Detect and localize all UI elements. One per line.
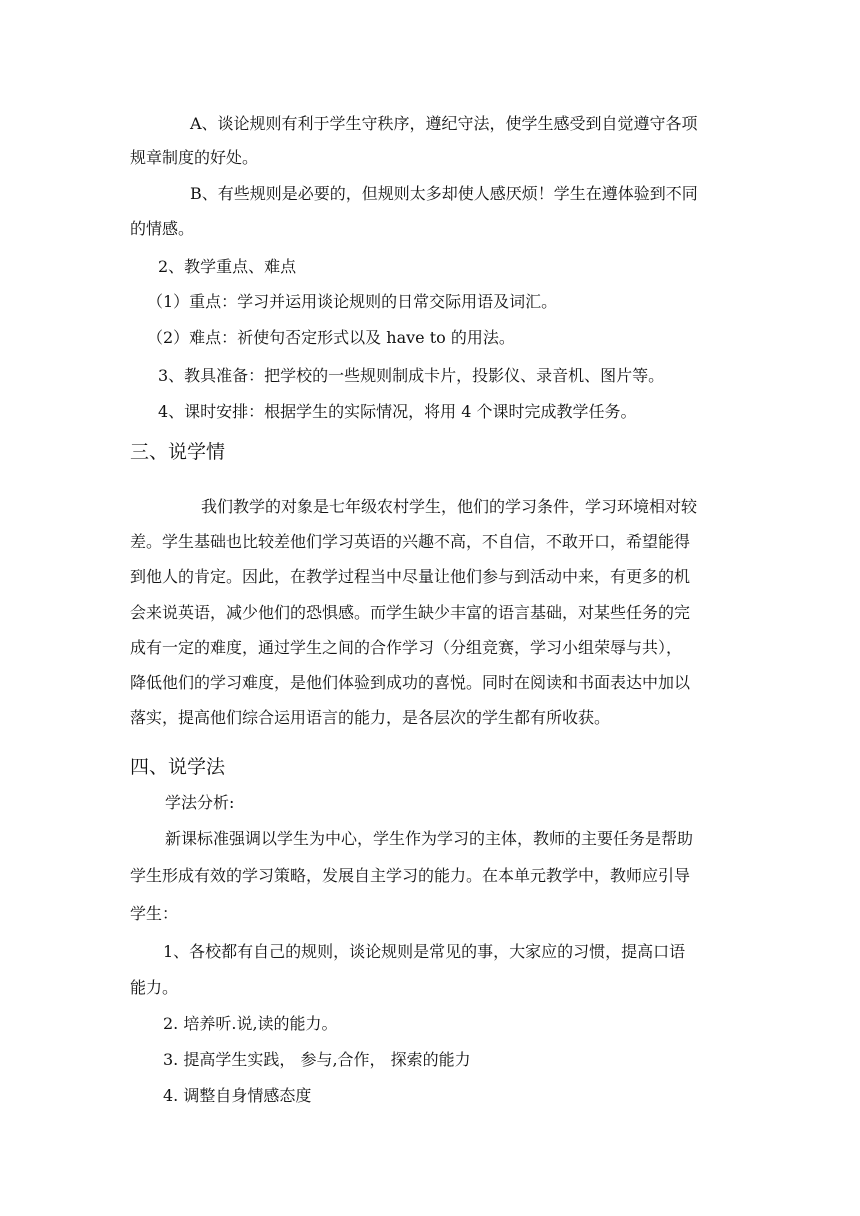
xueqing-line-3: 到他人的肯定。因此，在教学过程当中尽量让他们参与到活动中来，有更多的机 [130,567,691,586]
xuefa-item-1-line-1: 1、各校都有自己的规则，谈论规则是常见的事，大家应的习惯，提高口语 [163,942,686,961]
xuefa-item-3: 3. 提高学生实践， 参与,合作， 探索的能力 [163,1050,471,1069]
item-4-schedule: 4、课时安排：根据学生的实际情况，将用 4 个课时完成教学任务。 [158,402,637,421]
xueqing-line-6: 降低他们的学习难度，是他们体验到成功的喜悦。同时在阅读和书面表达中加以 [130,673,691,692]
item-3-materials: 3、教具准备：把学校的一些规则制成卡片，投影仪、录音机、图片等。 [158,366,665,385]
xuefa-item-4: 4. 调整自身情感态度 [163,1086,312,1105]
xueqing-line-4: 会来说英语，减少他们的恐惧感。而学生缺少丰富的语言基础，对某些任务的完 [130,603,691,622]
xueqing-line-2: 差。学生基础也比较差他们学习英语的兴趣不高，不自信，不敢开口，希望能得 [130,532,691,551]
paragraph-a-line-1: A、谈论规则有利于学生守秩序，遵纪守法，使学生感受到自觉遵守各项 [190,114,698,133]
section-heading-3: 三、说学情 [130,441,226,463]
section-heading-4: 四、说学法 [130,756,226,778]
xuefa-item-1-line-2: 能力。 [130,978,179,997]
paragraph-a-line-2: 规章制度的好处。 [130,148,259,167]
xueqing-line-1: 我们教学的对象是七年级农村学生，他们的学习条件，学习环境相对较 [201,497,698,516]
paragraph-b-line-2: 的情感。 [130,219,195,238]
xueqing-line-7: 落实，提高他们综合运用语言的能力，是各层次的学生都有所收获。 [130,708,611,727]
xueqing-line-5: 成有一定的难度，通过学生之间的合作学习（分组竞赛，学习小组荣辱与共）， [130,638,683,657]
xuefa-line-2: 学生形成有效的学习策略，发展自主学习的能力。在本单元教学中，教师应引导 [130,866,691,885]
item-2-key-points: 2、教学重点、难点 [158,257,297,276]
paragraph-b-line-1: B、有些规则是必要的，但规则太多却使人感厌烦！学生在遵体验到不同 [190,184,698,203]
xuefa-line-1: 新课标准强调以学生为中心，学生作为学习的主体，教师的主要任务是帮助 [165,829,694,848]
xuefa-label: 学法分析: [165,793,235,812]
item-2-2-difficulty: （2）难点：祈使句否定形式以及 have to 的用法。 [147,328,515,347]
item-2-1-focus: （1）重点：学习并运用谈论规则的日常交际用语及词汇。 [147,292,558,311]
xuefa-line-3: 学生： [130,904,179,923]
xuefa-item-2: 2. 培养听.说,读的能力。 [163,1014,338,1033]
